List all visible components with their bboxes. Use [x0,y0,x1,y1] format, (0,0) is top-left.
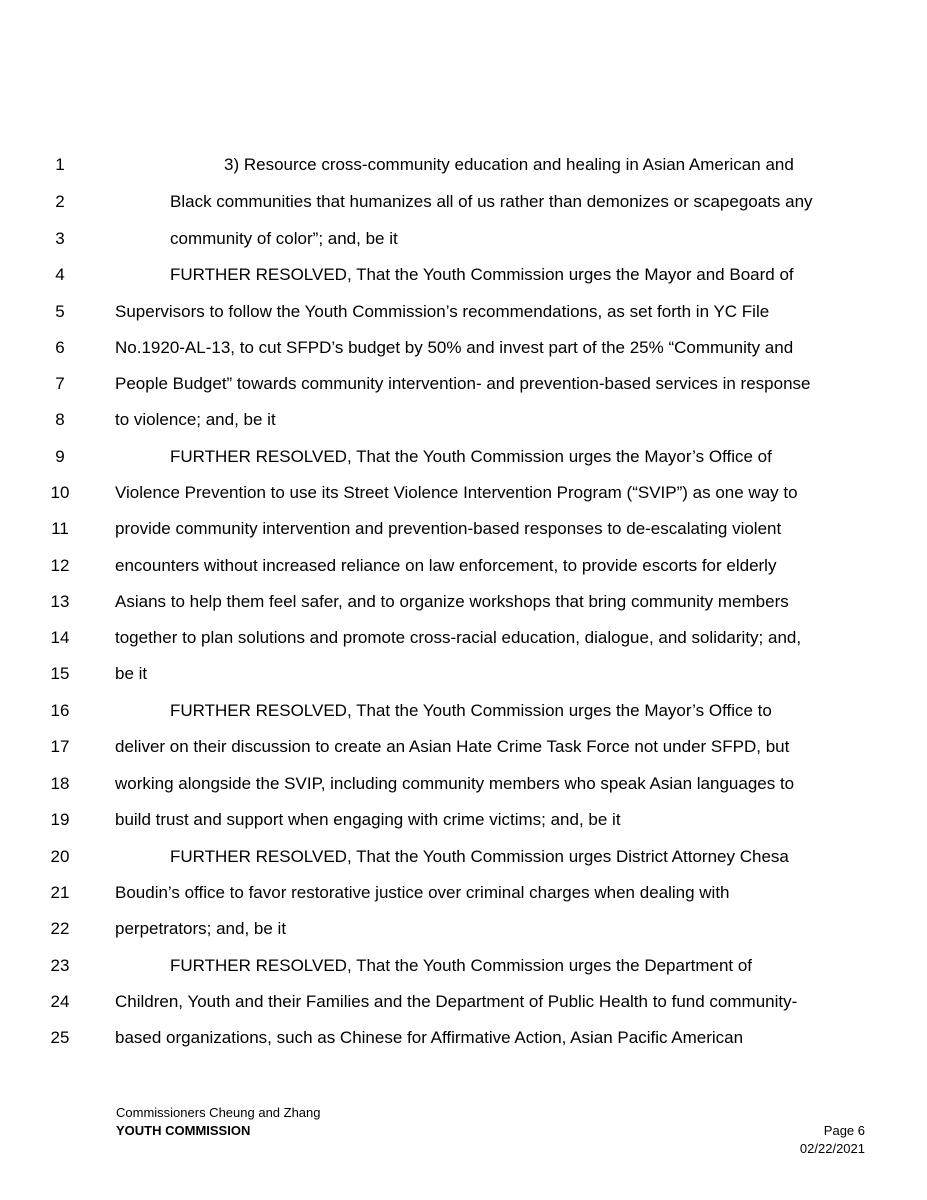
line-text: No.1920-AL-13, to cut SFPD’s budget by 50% and invest part of the 25% “Community and [115,338,794,357]
line-number: 5 [55,302,65,321]
footer-authors: Commissioners Cheung and Zhang [116,1105,321,1120]
line-15 [0,659,927,689]
line-text: Black communities that humanizes all of us rather than demonizes or scapegoats any [170,192,813,211]
line-number: 19 [50,810,70,829]
line-4 [0,260,927,290]
line-14 [0,623,927,653]
line-number: 16 [50,701,70,720]
line-10 [0,478,927,508]
line-text: based organizations, such as Chinese for Affirmative Action, Asian Pacific American [115,1028,744,1047]
footer-body: YOUTH COMMISSION [116,1123,251,1138]
line-12 [0,551,927,581]
line-number: 23 [50,956,70,975]
line-number: 15 [50,664,70,683]
line-text: Asians to help them feel safer, and to organize workshops that bring community members [115,592,789,611]
line-text: build trust and support when engaging with crime victims; and, be it [115,810,621,829]
line-number: 22 [50,919,70,938]
line-number: 9 [55,447,65,466]
line-text: perpetrators; and, be it [115,919,287,938]
line-number: 7 [55,374,65,393]
line-3 [0,224,927,254]
line-number: 1 [55,155,65,174]
line-text: FURTHER RESOLVED, That the Youth Commission urges the Mayor’s Office to [170,701,772,720]
line-number: 25 [50,1028,70,1047]
line-text: FURTHER RESOLVED, That the Youth Commission urges District Attorney Chesa [170,847,789,866]
line-13 [0,587,927,617]
line-16 [0,696,927,726]
line-1 [0,150,927,180]
line-8 [0,405,927,435]
line-text: be it [115,664,148,683]
line-5 [0,297,927,327]
line-7 [0,369,927,399]
line-number: 13 [50,592,70,611]
footer-left [116,1104,321,1140]
line-text: community of color”; and, be it [170,229,398,248]
line-25 [0,1023,927,1053]
line-text: FURTHER RESOLVED, That the Youth Commission urges the Mayor’s Office of [170,447,772,466]
line-text: Supervisors to follow the Youth Commission’s recommendations, as set forth in YC File [115,302,770,321]
line-23 [0,951,927,981]
line-number: 3 [55,229,65,248]
line-text: encounters without increased reliance on law enforcement, to provide escorts for elderly [115,556,777,575]
line-text: provide community intervention and prevention-based responses to de-escalating violent [115,519,782,538]
line-text: FURTHER RESOLVED, That the Youth Commission urges the Department of [170,956,753,975]
line-9 [0,442,927,472]
line-22 [0,914,927,944]
line-number: 2 [55,192,65,211]
line-number: 14 [50,628,70,647]
line-text: deliver on their discussion to create an Asian Hate Crime Task Force not under SFPD, but [115,737,790,756]
footer-right [800,1122,865,1158]
footer-date: 02/22/2021 [799,1141,865,1156]
line-24 [0,987,927,1017]
line-19 [0,805,927,835]
line-number: 6 [55,338,65,357]
line-text: Violence Prevention to use its Street Violence Intervention Program (“SVIP”) as one way to [115,483,798,502]
line-number: 20 [50,847,70,866]
line-number: 18 [50,774,70,793]
line-text: People Budget” towards community intervention- and prevention-based services in response [115,374,811,393]
line-6 [0,333,927,363]
line-number: 4 [55,265,65,284]
line-18 [0,769,927,799]
line-text: FURTHER RESOLVED, That the Youth Commission urges the Mayor and Board of [170,265,794,284]
line-text: Children, Youth and their Families and the Department of Public Health to fund community- [115,992,798,1011]
line-number: 17 [50,737,70,756]
line-11 [0,514,927,544]
line-number: 10 [50,483,70,502]
line-text: working alongside the SVIP, including community members who speak Asian languages to [115,774,795,793]
line-21 [0,878,927,908]
line-2 [0,187,927,217]
line-number: 12 [50,556,70,575]
line-text: to violence; and, be it [115,410,276,429]
page-number: Page 6 [823,1123,865,1138]
line-20 [0,842,927,872]
line-text: 3) Resource cross-community education and healing in Asian American and [224,155,794,174]
line-number: 21 [50,883,70,902]
line-number: 11 [51,519,69,538]
line-number: 24 [50,992,70,1011]
line-17 [0,732,927,762]
line-text: together to plan solutions and promote cross-racial education, dialogue, and solidarity; and, [115,628,802,647]
line-number: 8 [55,410,65,429]
line-text: Boudin’s office to favor restorative justice over criminal charges when dealing with [115,883,730,902]
